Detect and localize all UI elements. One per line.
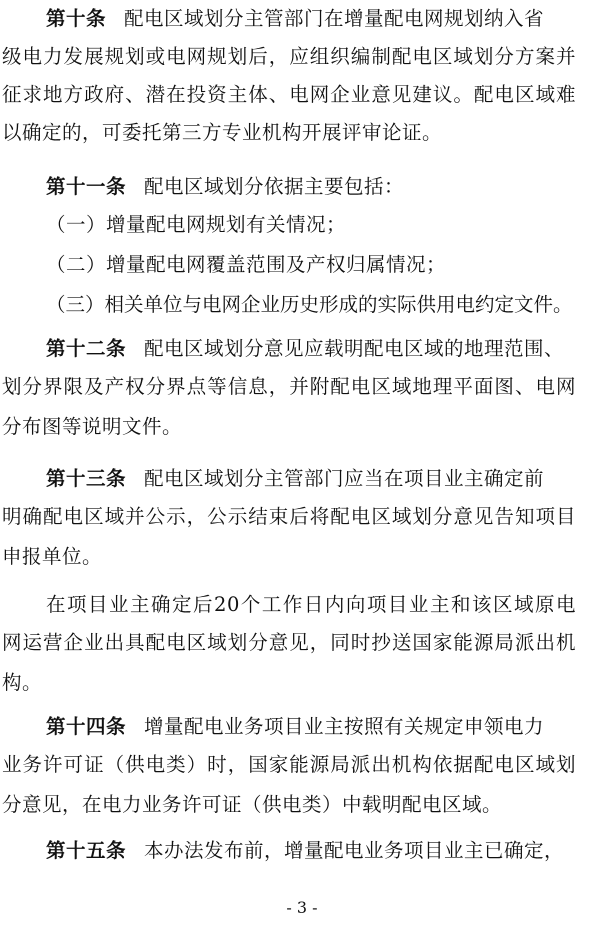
article-13-paragraph-2-line-2: 网运营企业出具配电区域划分意见，同时抄送国家能源局派出机 xyxy=(2,631,576,654)
article-10-line-3: 征求地方政府、潜在投资主体、电网企业意见建议。配电区域难 xyxy=(2,83,576,106)
article-14-text-1: 增量配电业务项目业主按照有关规定申领电力 xyxy=(144,715,545,738)
article-11-item-3: （三）相关单位与电网企业历史形成的实际供用电约定文件。 xyxy=(46,293,573,316)
article-13-paragraph-2-line-1: 在项目业主确定后20个工作日内向项目业主和该区域原电 xyxy=(46,593,576,616)
article-12-line-1 xyxy=(46,330,576,368)
article-13-line-3: 申报单位。 xyxy=(2,545,103,568)
page-number: - 3 - xyxy=(286,898,318,917)
article-12-line-2: 划分界限及产权分界点等信息，并附配电区域地理平面图、电网 xyxy=(2,375,576,398)
article-11-item-1: （一）增量配电网规划有关情况； xyxy=(46,213,347,236)
article-11-heading: 第十一条 xyxy=(46,175,127,198)
article-13-paragraph-2-line-3: 构。 xyxy=(2,671,43,694)
article-11-item-2: （二）增量配电网覆盖范围及产权归属情况； xyxy=(46,253,447,276)
article-10-line-4: 以确定的，可委托第三方专业机构开展评审论证。 xyxy=(2,121,443,144)
article-11-line-1 xyxy=(46,168,404,206)
article-13-line-2: 明确配电区域并公示，公示结束后将配电区域划分意见告知项目 xyxy=(2,505,576,528)
article-11-text-1: 配电区域划分依据主要包括： xyxy=(144,175,405,198)
article-13-text-1: 配电区域划分主管部门应当在项目业主确定前 xyxy=(144,467,545,490)
article-12-text-1: 配电区域划分意见应载明配电区域的地理范围、 xyxy=(144,337,565,360)
article-10-heading: 第十条 xyxy=(46,7,107,30)
article-12-heading: 第十二条 xyxy=(46,337,127,360)
article-14-heading: 第十四条 xyxy=(46,715,127,738)
article-10-text-1: 配电区域划分主管部门在增量配电网规划纳入省 xyxy=(124,7,545,30)
article-13-heading: 第十三条 xyxy=(46,467,127,490)
article-12-line-3: 分布图等说明文件。 xyxy=(2,415,183,438)
article-15-text-1: 本办法发布前，增量配电业务项目业主已确定， xyxy=(144,839,565,862)
article-14-line-2: 业务许可证（供电类）时，国家能源局派出机构依据配电区域划 xyxy=(2,753,576,776)
article-14-line-1 xyxy=(46,708,576,746)
article-10-line-1 xyxy=(46,0,576,38)
article-10-line-2: 级电力发展规划或电网规划后，应组织编制配电区域划分方案并 xyxy=(2,45,576,68)
article-15-heading: 第十五条 xyxy=(46,839,127,862)
article-14-line-3: 分意见，在电力业务许可证（供电类）中载明配电区域。 xyxy=(2,793,503,816)
article-13-line-1 xyxy=(46,460,576,498)
article-15-line-1 xyxy=(46,832,576,870)
